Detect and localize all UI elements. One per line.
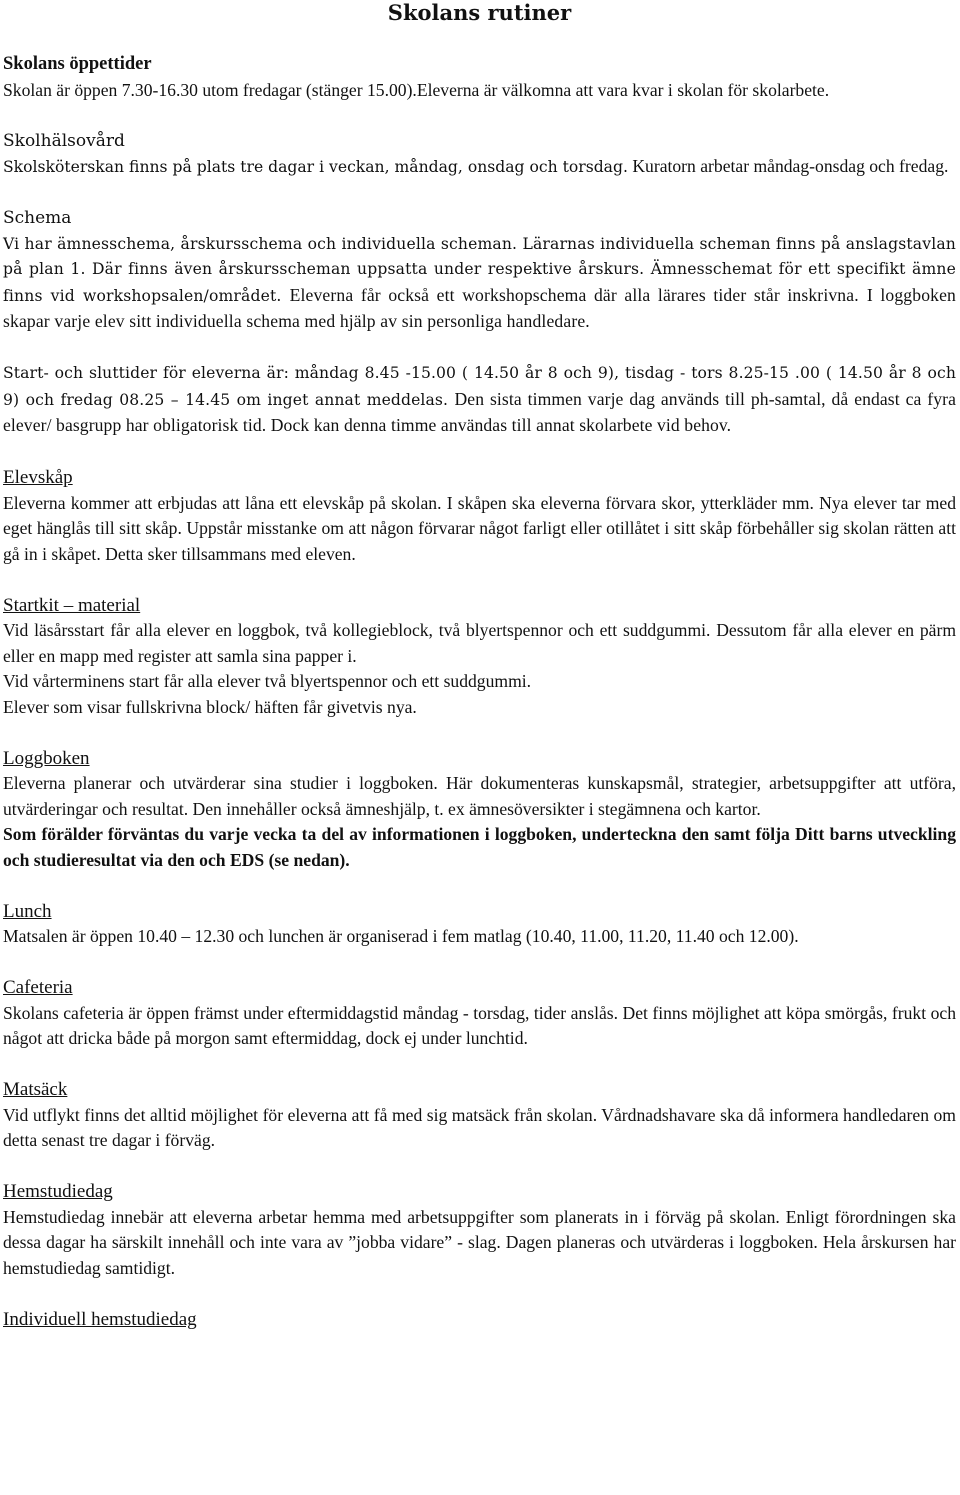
section-heading: Matsäck: [3, 1079, 68, 1100]
spacer: [3, 950, 956, 976]
section-body: Eleverna planerar och utvärderar sina studier i loggboken. Här dokumenteras kunskapsmål, strategier, arbetsuppgifter att utföra, utvärderingar och resultat. Den innehåller också ämneshjälp, t. ex ämnesöversikter i stegämnena och kartor.: [3, 773, 956, 819]
section-startkit: [3, 593, 956, 721]
section-body: Matsalen är öppen 10.40 – 12.30 och lunchen är organiserad i fem matlag (10.40, 11.00, 11.20, 11.40 och 12.00).: [3, 926, 799, 946]
section-individuell: [3, 1307, 956, 1333]
spacer: [3, 720, 956, 746]
section-body: Skolan är öppen 7.30-16.30 utom fredagar (stänger 15.00).Eleverna är välkomna att vara kvar i skolan för skolarbete.: [3, 79, 830, 100]
section-cafeteria: [3, 975, 956, 1052]
section-body: [3, 361, 956, 440]
spacer: [3, 873, 956, 899]
section-heading: Individuell hemstudiedag: [3, 1308, 197, 1330]
spacer: [3, 26, 956, 52]
section-heading: Startkit – material: [3, 594, 141, 616]
spacer: [3, 1154, 956, 1180]
section-matsack: [3, 1077, 956, 1154]
section-body: Vid vårterminens start får alla elever två blyertspennor och ett suddgummi.: [3, 671, 532, 691]
spacer: [3, 181, 956, 207]
body-part: Vi har ämnesschema, årskursschema och individuella scheman.: [3, 234, 518, 253]
parent-note: Som förälder förväntas du varje vecka ta del av informationen i loggboken, underteckna den samt följa Ditt barns utveckling och studieresultat via den och EDS (se nedan).: [3, 824, 956, 870]
body-part: Eleverna får också ett workshopschema där alla lärares tider står inskrivna.: [289, 284, 859, 305]
body-part: Den sista timmen varje dag används till ph-samtal, då endast ca fyra elever/ basgrupp har obligatorisk tid. Dock kan denna timme användas till annat skolarbete vid behov.: [3, 388, 956, 435]
spacer: [3, 1052, 956, 1078]
section-lunch: [3, 899, 956, 950]
body-part: Skolsköterskan finns på plats tre dagar i veckan, måndag, onsdag och torsdag.: [3, 158, 628, 176]
section-loggboken: [3, 746, 956, 874]
spacer: [3, 1281, 956, 1307]
section-heading: Elevskåp: [3, 467, 73, 488]
section-body: [3, 232, 956, 336]
section-body: Vid utflykt finns det alltid möjlighet för eleverna att få med sig matsäck från skolan. Vårdnadshavare ska då informera handledaren om detta senast tre dagar i förväg.: [3, 1104, 956, 1150]
section-heading: Cafeteria: [3, 977, 73, 998]
spacer: [3, 440, 956, 466]
body-part: Lärarnas individuella scheman finns på anslagstavlan på plan 1. Där finns även årskursscheman uppsatta under respektive årskurs. Ämnesschemat för ett specifikt ämne finns vid workshopsalen/området.: [3, 234, 956, 305]
section-body: Hemstudiedag innebär att eleverna arbetar hemma med arbetsuppgifter som planerats in i förväg på skolan. Enligt förordningen ska dessa dagar ha särskilt innehåll och inte vara av ”jobba vidare” - slag. Dagen planeras och utvärderas i loggboken. Hela årskursen har hemstudiedag samtidigt.: [3, 1206, 956, 1278]
spacer: [3, 336, 956, 362]
section-heading: Lunch: [3, 900, 52, 922]
section-body: Skolans cafeteria är öppen främst under eftermiddagstid måndag - torsdag, tider anslås. Det finns möjlighet att köpa smörgås, frukt och något att dricka både på morgon samt eftermiddag, dock ej under lunchtid.: [3, 1002, 956, 1048]
section-body: Vid läsårsstart får alla elever en loggbok, två kollegieblock, två blyertspennor och ett suddgummi. Dessutom får alla elever en pärm eller en mapp med register att samla sina papper i.: [3, 620, 956, 666]
section-body: Eleverna kommer att erbjudas att låna ett elevskåp på skolan. I skåpen ska eleverna förvara skor, ytterkläder mm. Nya elever tar med eget hänglås till sitt skåp. Uppstår misstanke om att någon förvarar något farligt eller otillåtet i sitt skåp förbehåller sig skolan rätten att gå in i skåpet. Detta sker tillsammans med eleven.: [3, 492, 956, 564]
section-heading: Loggboken: [3, 747, 90, 769]
spacer: [3, 567, 956, 593]
section-oppettider: [3, 52, 956, 103]
section-tider: [3, 361, 956, 440]
document-title: Skolans rutiner: [387, 0, 572, 25]
section-schema: [3, 206, 956, 336]
section-body: [3, 154, 956, 181]
section-body: Elever som visar fullskrivna block/ häften får givetvis nya.: [3, 696, 417, 717]
body-part: Kuratorn arbetar måndag-onsdag och fredag.: [632, 156, 949, 176]
section-elevskap: [3, 465, 956, 567]
section-heading: Skolans öppettider: [3, 54, 152, 74]
section-skolhalsovard: [3, 129, 956, 181]
section-heading: Schema: [3, 208, 72, 228]
spacer: [3, 103, 956, 129]
body-part: I loggboken skapar varje elev sitt individuella schema med hjälp av sin personliga handledare.: [3, 284, 956, 331]
section-heading: Hemstudiedag: [3, 1181, 113, 1202]
section-hemstudiedag: [3, 1179, 956, 1281]
section-heading: Skolhälsovård: [3, 130, 125, 151]
body-part: Start- och sluttider för eleverna är: måndag 8.45 -15.00 ( 14.50 år 8 och 9), tisdag - tors 8.25-15 .00 ( 14.50 år 8 och 9) och fredag 08.25 – 14.45 om inget annat meddelas.: [3, 364, 956, 409]
